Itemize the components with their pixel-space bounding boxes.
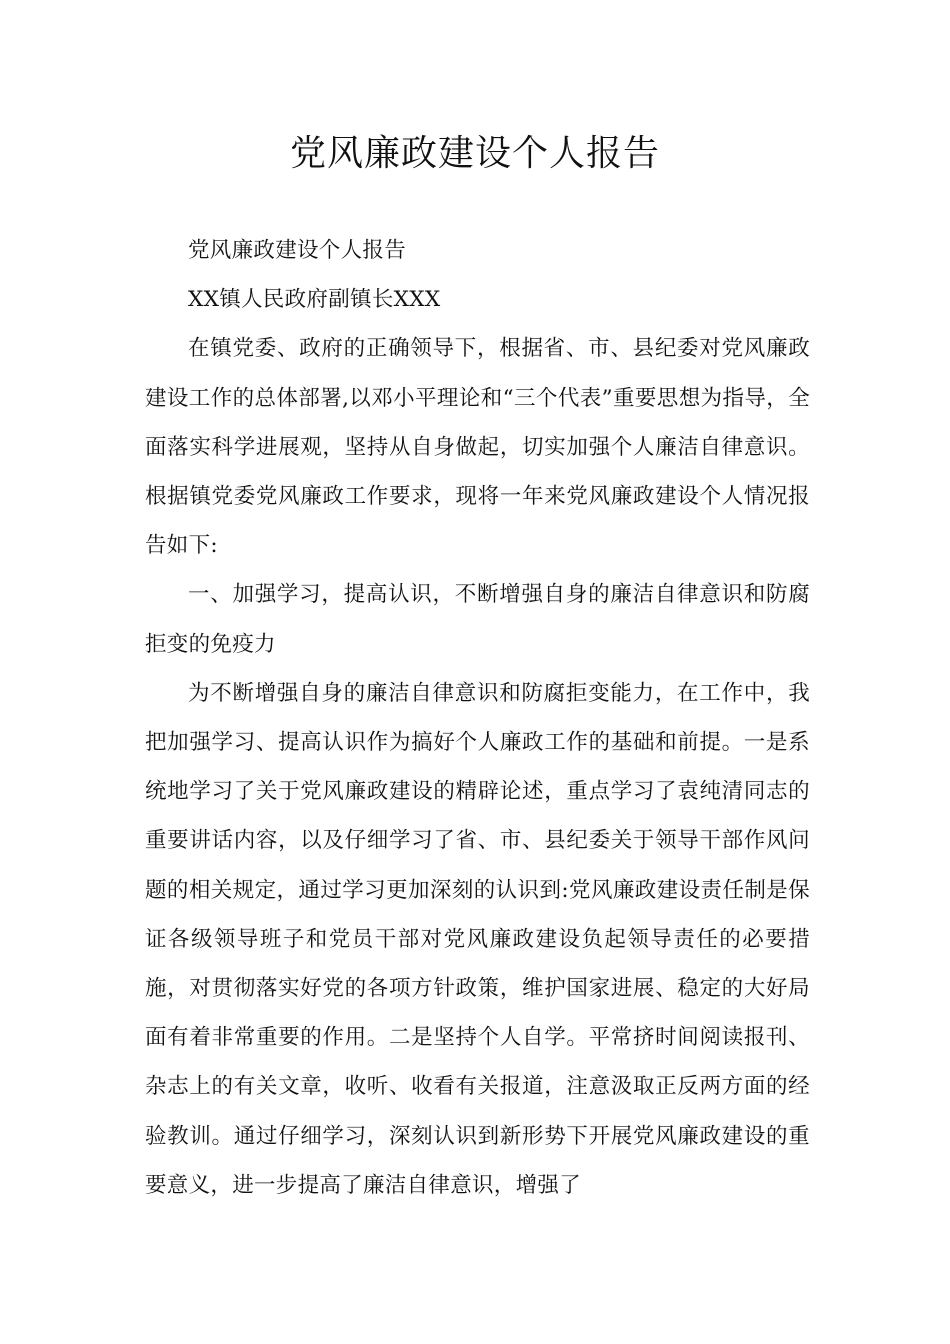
paragraph-section-heading: 一、加强学习，提高认识，不断增强自身的廉洁自律意识和防腐拒变的免疫力 bbox=[145, 582, 810, 657]
paragraph-author: XX镇人民政府副镇长XXX bbox=[188, 287, 441, 313]
document-title: 党风廉政建设个人报告 bbox=[289, 133, 660, 174]
paragraph-intro: 在镇党委、政府的正确领导下，根据省、市、县纪委对党风廉政建设工作的总体部署,以邓小平理论和“三个代表”重要思想为指导，全面落实科学进展观，坚持从自身做起，切实加强个人廉洁自律意识。根据镇党委党风廉政工作要求，现将一年来党风廉政建设个人情况报告如下: bbox=[145, 336, 810, 559]
document-body bbox=[145, 226, 810, 1210]
paragraph-subtitle: 党风廉政建设个人报告 bbox=[188, 238, 407, 263]
paragraph-section-body: 为不断增强自身的廉洁自律意识和防腐拒变能力，在工作中，我把加强学习、提高认识作为搞好个人廉政工作的基础和前提。一是系统地学习了关于党风廉政建设的精辟论述，重点学习了袁纯清同志的重要讲话内容，以及仔细学习了省、市、县纪委关于领导干部作风问题的相关规定，通过学习更加深刻的认识到:党风廉政建设责任制是保证各级领导班子和党员干部对党风廉政建设负起领导责任的必要措施，对贯彻落实好党的各项方针政策，维护国家进展、稳定的大好局面有着非常重要的作用。二是坚持个人自学。平常挤时间阅读报刊、杂志上的有关文章，收听、收看有关报道，注意汲取正反两方面的经验教训。通过仔细学习，深刻认识到新形势下开展党风廉政建设的重要意义，进一步提高了廉洁自律意识，增强了 bbox=[145, 680, 810, 1198]
